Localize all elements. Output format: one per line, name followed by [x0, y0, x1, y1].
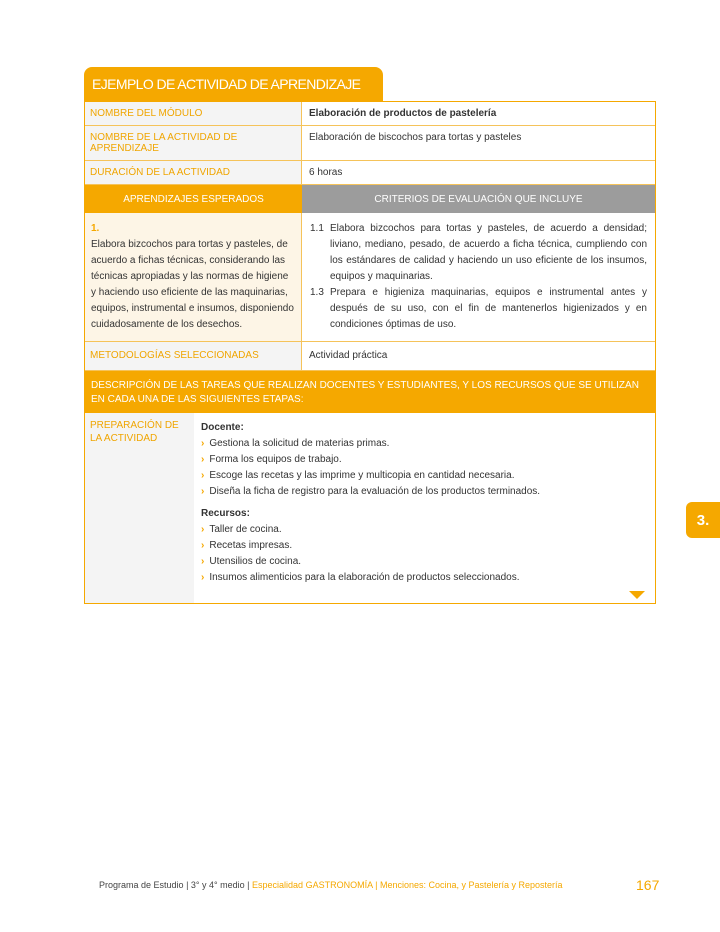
row-modulo — [85, 102, 655, 126]
row-aprendizaje — [85, 213, 655, 342]
label: NOMBRE DE LA ACTIVIDAD DE APRENDIZAJE — [85, 126, 302, 160]
section-title: EJEMPLO DE ACTIVIDAD DE APRENDIZAJE — [84, 67, 383, 101]
recursos-title: Recursos: — [201, 508, 250, 519]
list-item: › Taller de cocina. — [201, 522, 648, 538]
value: 6 horas — [309, 167, 343, 178]
docente-title: Docente: — [201, 422, 244, 433]
footer-grade: 3° y 4° medio — [190, 880, 245, 890]
list-item: › Insumos alimenticios para la elaboración de productos seleccionados. — [201, 570, 648, 586]
row-actividad — [85, 126, 655, 161]
criterio-text: Prepara e higieniza maquinarias, equipos e instrumental antes y después de su uso, con el fin de mantenerlos higienizados y en condiciones óptimas de uso. — [330, 287, 647, 330]
chapter-tab: 3. — [686, 502, 720, 538]
list-item: › Forma los equipos de trabajo. — [201, 452, 648, 468]
list-item: › Recetas impresas. — [201, 538, 648, 554]
label: NOMBRE DEL MÓDULO — [85, 102, 302, 125]
value: Actividad práctica — [309, 350, 388, 361]
criterios-cell — [302, 213, 655, 341]
footer-sep: | — [247, 880, 250, 890]
continue-triangle-icon — [629, 591, 645, 599]
row-preparacion — [85, 413, 655, 604]
footer-program: Programa de Estudio — [99, 880, 184, 890]
footer-sep: | — [375, 880, 378, 890]
aprendizaje-cell — [85, 213, 302, 341]
list-item: › Escoge las recetas y las imprime y multicopia en cantidad necesaria. — [201, 468, 648, 484]
criterio — [310, 221, 647, 285]
footer-sep: | — [186, 880, 189, 890]
list-item: › Utensilios de cocina. — [201, 554, 648, 570]
footer-menciones: Menciones: Cocina, y Pastelería y Repostería — [379, 880, 563, 890]
row-duracion — [85, 161, 655, 185]
footer-especialidad: Especialidad GASTRONOMÍA — [252, 880, 373, 890]
criterio — [310, 285, 647, 333]
aprendizaje-num: 1. — [91, 223, 100, 234]
footer — [99, 880, 563, 890]
label: METODOLOGÍAS SELECCIONADAS — [85, 342, 302, 370]
criterio-text: Elabora bizcochos para tortas y pasteles, de acuerdo a densidad; liviano, mediano, pesado, de acuerdo a ficha técnica, cumpliendo con los estándares de calidad y haciendo un uso eficiente de los insumos, equipos y maquinarias. — [330, 223, 647, 282]
criterio-num: 1.3 — [310, 287, 324, 298]
value: Elaboración de biscochos para tortas y pasteles — [309, 132, 522, 143]
page-number: 167 — [636, 877, 660, 893]
aprendizaje-text: Elabora bizcochos para tortas y pasteles, de acuerdo a fichas técnicas, considerando las técnicas apropiadas y las normas de higiene y haciendo uso eficiente de las maquinarias, equipos, instrumental e insumos, disponiendo cuidadosamente de los desechos. — [91, 239, 294, 330]
criterio-num: 1.1 — [310, 223, 324, 234]
label: DURACIÓN DE LA ACTIVIDAD — [85, 161, 302, 184]
row-metodologia — [85, 342, 655, 371]
value: Elaboración de productos de pastelería — [309, 108, 497, 119]
label: PREPARACIÓN DE LA ACTIVIDAD — [85, 413, 194, 603]
header-criterios: CRITERIOS DE EVALUACIÓN QUE INCLUYE — [302, 185, 655, 213]
list-item: › Diseña la ficha de registro para la evaluación de los productos terminados. — [201, 484, 648, 500]
header-aprendizajes: APRENDIZAJES ESPERADOS — [85, 185, 302, 213]
preparacion-content — [194, 413, 655, 603]
descripcion-banner: DESCRIPCIÓN DE LAS TAREAS QUE REALIZAN DOCENTES Y ESTUDIANTES, Y LOS RECURSOS QUE SE UTILIZAN EN CADA UNA DE LAS SIGUIENTES ETAPAS: — [85, 371, 655, 413]
column-headers — [85, 185, 655, 213]
list-item: › Gestiona la solicitud de materias primas. — [201, 436, 648, 452]
activity-table — [84, 101, 656, 604]
